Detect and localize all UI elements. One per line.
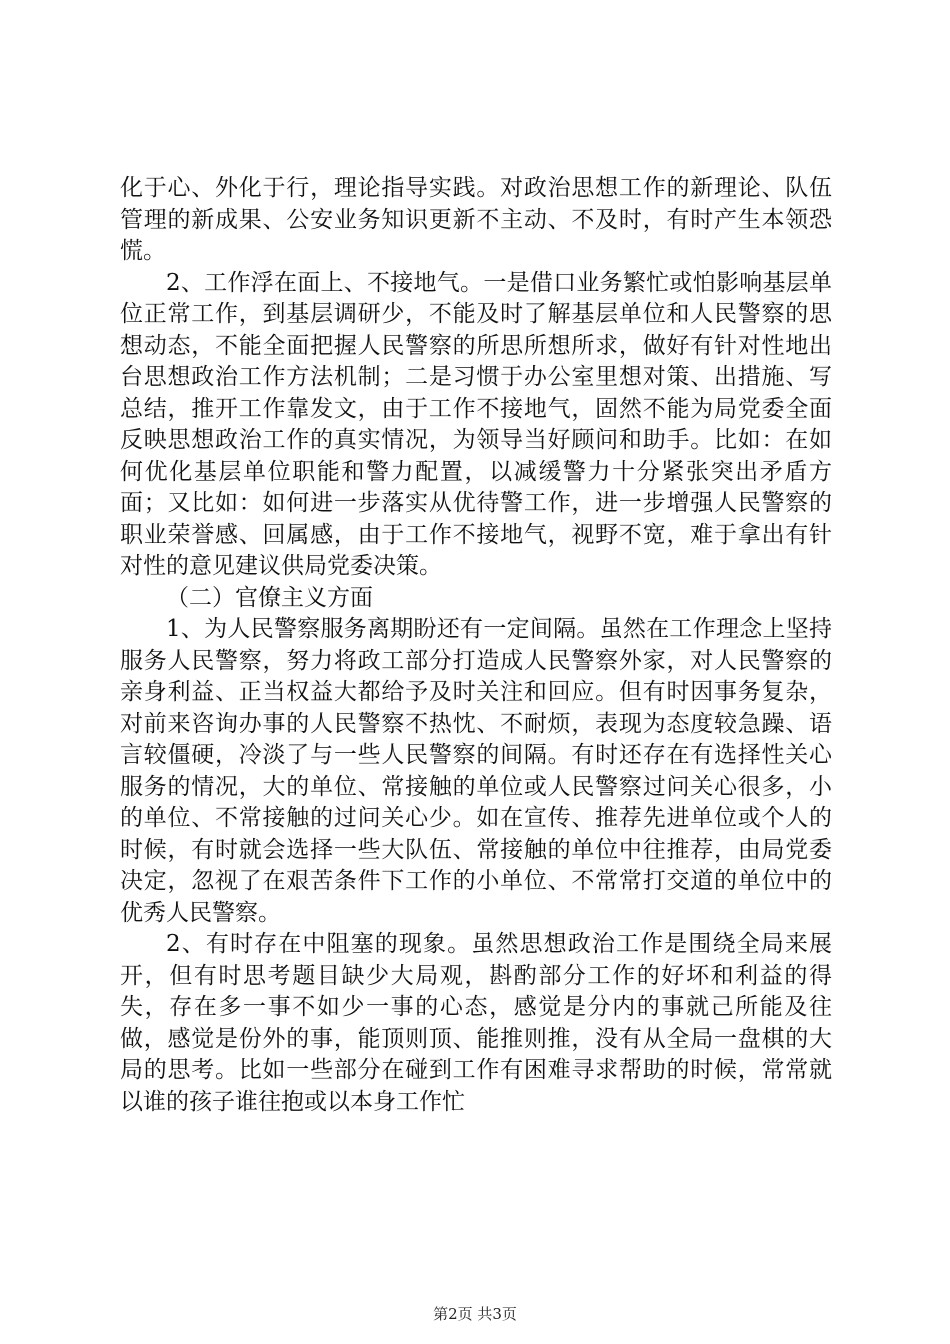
paragraph-police-service: 1、为人民警察服务离期盼还有一定间隔。虽然在工作理念上坚持服务人民警察，努力将政工部分打造成人民警察外家，对人民警察的亲身利益、正当权益大都给予及时关注和回应。但有时因事务复杂，对前来咨询办事的人民警察不热忱、不耐烦，表现为态度较急躁、语言较僵硬，冷淡了与一些人民警察的间隔。有时还存在有选择性关心服务的情况，大的单位、常接触的单位或人民警察过问关心很多，小的单位、不常接触的过问关心少。如在宣传、推荐先进单位或个人的时候，有时就会选择一些大队伍、常接触的单位中往推荐，由局党委决定，忽视了在艰苦条件下工作的小单位、不常常打交道的单位中的优秀人民警察。 (120, 616, 832, 926)
page-footer: 第2页 共3页 (433, 1305, 517, 1323)
paragraph-continuation: 化于心、外化于行，理论指导实践。对政治思想工作的新理论、队伍管理的新成果、公安业务知识更新不主动、不及时，有时产生本领恐慌。 (120, 175, 832, 264)
document-body (120, 173, 832, 1118)
paragraph-work-surface: 2、工作浮在面上、不接地气。一是借口业务繁忙或怕影响基层单位正常工作，到基层调研少，不能及时了解基层单位和人民警察的思想动态，不能全面把握人民警察的所思所想所求，做好有针对性地出台思想政治工作方法机制；二是习惯于办公室里想对策、出措施、写总结，推开工作靠发文，由于工作不接地气，固然不能为局党委全面反映思想政治工作的真实情况，为领导当好顾问和助手。比如：在如何优化基层单位职能和警力配置，以减缓警力十分紧张突出矛盾方面；又比如：如何进一步落实从优待警工作，进一步增强人民警察的职业荣誉感、回属感，由于工作不接地气，视野不宽，难于拿出有针对性的意见建议供局党委决策。 (120, 269, 832, 579)
section-heading-bureaucratism: （二）官僚主义方面 (166, 584, 373, 611)
paragraph-obstruction: 2、有时存在中阻塞的现象。虽然思想政治工作是围绕全局来展开，但有时思考题目缺少大局观，斟酌部分工作的好坏和利益的得失，存在多一事不如少一事的心态，感觉是分内的事就己所能及往做，感觉是份外的事，能顶则顶、能推则推，没有从全局一盘棋的大局的思考。比如一些部分在碰到工作有困难寻求帮助的时候，常常就以谁的孩子谁往抱或以本身工作忙 (120, 931, 832, 1115)
